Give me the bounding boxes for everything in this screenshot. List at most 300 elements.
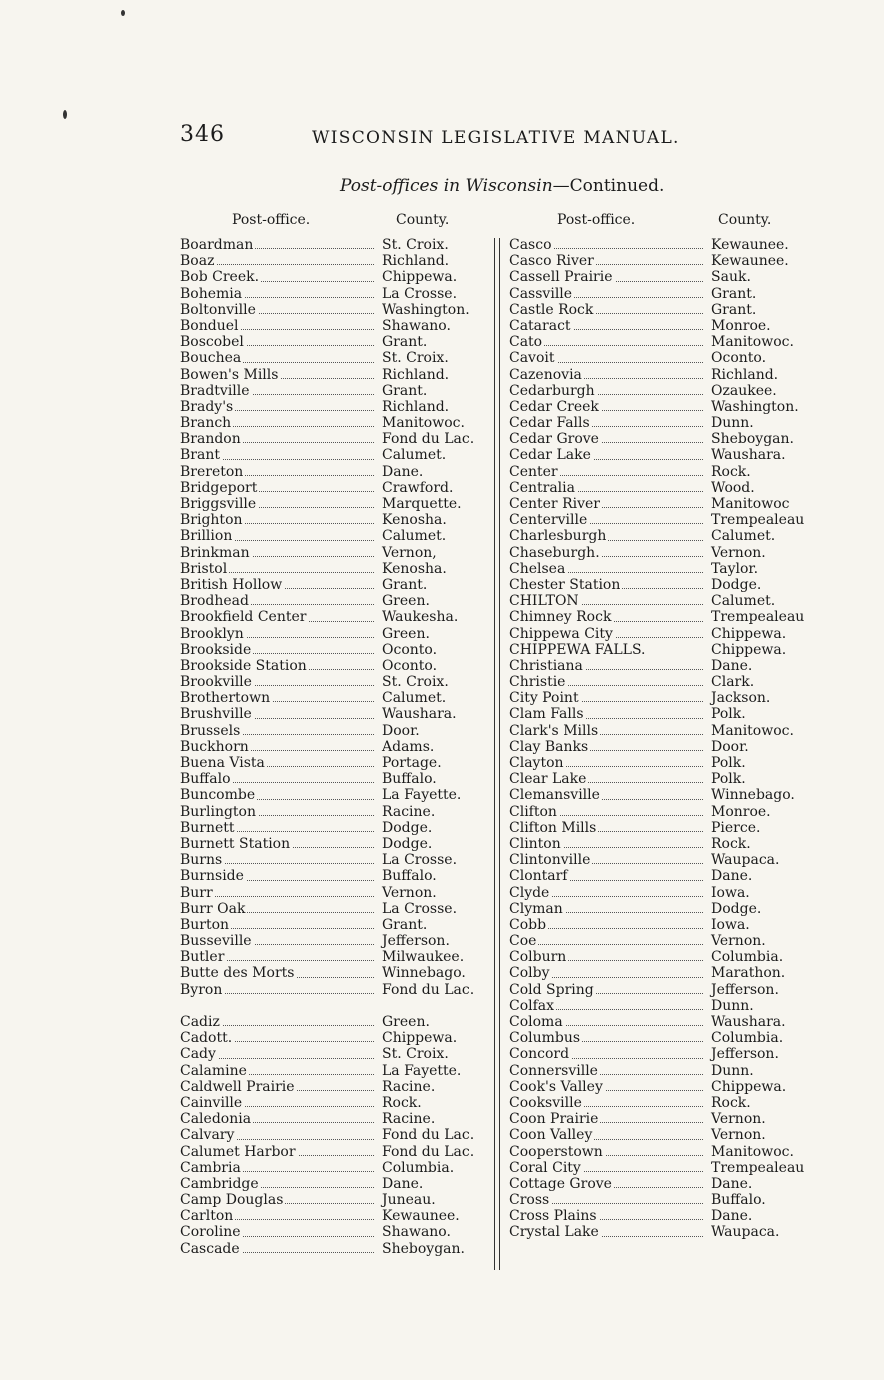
county-name: Trempealeau (711, 512, 805, 529)
post-office-name: CHILTON (509, 593, 579, 610)
list-item (180, 901, 500, 917)
post-office-cell (180, 739, 380, 755)
post-office-name: Centralia (509, 479, 575, 496)
post-office-name: Chimney Rock (509, 609, 612, 626)
county-name: La Crosse. (382, 852, 458, 869)
county-name: Vernon, (382, 544, 437, 561)
left-post-office-header: Post-office. (232, 212, 311, 228)
list-item (509, 1046, 829, 1062)
post-office-cell (509, 269, 709, 285)
post-office-cell (509, 917, 709, 933)
county-name: Waushara. (711, 447, 786, 464)
list-item (180, 1030, 500, 1046)
post-office-cell (180, 253, 380, 269)
county-name: Vernon. (711, 544, 766, 561)
county-name: Trempealeau (711, 609, 805, 626)
county-name: Kewaunee. (711, 237, 789, 253)
post-office-name: Clay Banks (509, 738, 589, 755)
post-office-name: Cedar Falls (509, 415, 590, 432)
county-name: Monroe. (711, 803, 771, 820)
list-item (509, 415, 829, 431)
county-name: Grant. (711, 301, 757, 318)
right-post-office-header: Post-office. (557, 212, 636, 228)
county-name: Pierce. (711, 819, 761, 836)
post-office-cell (509, 1176, 709, 1192)
county-name: Racine. (382, 1111, 436, 1128)
county-name: Crawford. (382, 479, 454, 496)
list-item (509, 917, 829, 933)
post-office-name: Cedar Lake (509, 447, 591, 464)
county-name: Polk. (711, 706, 746, 723)
list-item (509, 1095, 829, 1111)
post-office-cell (509, 998, 709, 1014)
post-office-cell (180, 1176, 380, 1192)
county-name: Fond du Lac. (382, 1127, 475, 1144)
post-office-cell (509, 771, 709, 787)
list-item (180, 1046, 500, 1062)
list-item (509, 383, 829, 399)
post-office-cell (180, 836, 380, 852)
county-name: Richland. (382, 253, 450, 270)
list-item (509, 771, 829, 787)
post-office-name: Brookfield Center (180, 609, 307, 626)
post-office-cell (509, 528, 709, 544)
post-office-name: Boaz (180, 253, 215, 270)
list-item (509, 399, 829, 415)
county-name: Fond du Lac. (382, 981, 475, 998)
county-name: Vernon. (711, 1127, 766, 1144)
post-office-name: Bristol (180, 560, 228, 577)
post-office-name: Brussels (180, 722, 241, 739)
post-office-cell (509, 949, 709, 965)
county-name: Waushara. (382, 706, 457, 723)
post-office-name: Burr (180, 884, 213, 901)
list-item (180, 512, 500, 528)
county-name: St. Croix. (382, 350, 449, 367)
post-office-cell (180, 917, 380, 933)
list-item (180, 447, 500, 463)
list-item (509, 949, 829, 965)
county-name: Manitowoc (711, 496, 790, 512)
list-item (509, 609, 829, 625)
post-office-name: Bouchea (180, 350, 242, 367)
list-item (180, 658, 500, 674)
post-office-name: Cavoit (509, 350, 555, 367)
post-office-name: Caldwell Prairie (180, 1078, 295, 1095)
post-office-cell (509, 318, 709, 334)
post-office-name: Bradtville (180, 382, 250, 399)
post-office-cell (180, 367, 380, 383)
county-name: Waupaca. (711, 852, 780, 869)
county-name: Sheboygan. (711, 431, 794, 448)
post-office-cell (180, 706, 380, 722)
post-office-name: Clyman (509, 900, 563, 917)
list-item (180, 982, 500, 998)
ink-speck (63, 110, 67, 119)
list-item (509, 334, 829, 350)
list-item (509, 577, 829, 593)
list-item (180, 723, 500, 739)
post-office-name: Colby (509, 965, 550, 982)
county-name: Chippewa. (711, 625, 787, 642)
county-name: Juneau. (382, 1192, 436, 1209)
post-office-cell (509, 383, 709, 399)
post-office-cell (509, 933, 709, 949)
county-name: Waukesha. (382, 609, 459, 626)
post-office-name: Caledonia (180, 1111, 252, 1128)
post-office-name: Cascade (180, 1240, 240, 1257)
list-item (509, 901, 829, 917)
list-item (180, 674, 500, 690)
list-item (509, 626, 829, 642)
county-name: Rock. (382, 1094, 422, 1111)
list-item (509, 1063, 829, 1079)
county-name: Oconto. (382, 641, 438, 658)
list-item (509, 739, 829, 755)
post-office-cell (509, 1046, 709, 1062)
list-item (509, 1192, 829, 1208)
post-office-cell (180, 949, 380, 965)
post-office-name: Cadiz (180, 1014, 220, 1030)
post-office-name: Cooksville (509, 1094, 582, 1111)
post-office-cell (509, 755, 709, 771)
post-office-name: Brighton (180, 512, 243, 529)
post-office-cell (180, 609, 380, 625)
post-office-name: Butte des Morts (180, 965, 295, 982)
list-item (180, 334, 500, 350)
post-office-cell (180, 901, 380, 917)
post-office-name: Charlesburgh (509, 528, 607, 545)
list-item (180, 868, 500, 884)
county-name: Sauk. (711, 269, 751, 286)
county-name: Rock. (711, 835, 751, 852)
county-name: Iowa. (711, 884, 750, 901)
county-name: Milwaukee. (382, 949, 465, 966)
post-office-name: Cross (509, 1192, 550, 1209)
post-office-cell (180, 852, 380, 868)
list-item (509, 706, 829, 722)
post-office-name: Brookside (180, 641, 252, 658)
county-name: Richland. (711, 366, 779, 383)
list-item (180, 415, 500, 431)
post-office-name: Butler (180, 949, 225, 966)
list-item (180, 917, 500, 933)
post-office-cell (180, 1063, 380, 1079)
list-item (509, 545, 829, 561)
list-item (180, 1144, 500, 1160)
post-office-name: Centerville (509, 512, 588, 529)
list-item (180, 852, 500, 868)
post-office-cell (180, 1224, 380, 1240)
county-name: Grant. (382, 916, 428, 933)
subtitle-rest: —Continued. (552, 176, 665, 196)
list-item (180, 706, 500, 722)
county-name: Door. (711, 738, 749, 755)
list-item (180, 318, 500, 334)
right-post-office-list (509, 237, 829, 1241)
post-office-name: Byron (180, 981, 223, 998)
list-item (180, 399, 500, 415)
list-item (509, 1030, 829, 1046)
list-item (509, 852, 829, 868)
page-subtitle (340, 176, 664, 196)
post-office-name: Cadott. (180, 1030, 233, 1047)
county-name: La Crosse. (382, 285, 458, 302)
post-office-name: Boltonville (180, 301, 256, 318)
post-office-cell (509, 593, 709, 609)
post-office-name: Brothertown (180, 690, 271, 707)
post-office-cell (180, 755, 380, 771)
post-office-cell (509, 626, 709, 642)
post-office-cell (509, 253, 709, 269)
post-office-cell (509, 658, 709, 674)
list-item (180, 787, 500, 803)
list-item (509, 561, 829, 577)
post-office-cell (509, 852, 709, 868)
post-office-name: Clinton (509, 835, 561, 852)
list-item (509, 1224, 829, 1240)
list-item (509, 885, 829, 901)
county-name: Jackson. (711, 690, 771, 707)
list-item (509, 674, 829, 690)
post-office-cell (180, 1111, 380, 1127)
list-item (180, 577, 500, 593)
post-office-cell (509, 1030, 709, 1046)
county-name: Waupaca. (711, 1224, 780, 1241)
right-county-header: County. (718, 212, 772, 228)
county-name: Calumet. (711, 593, 776, 610)
county-name: Dunn. (711, 997, 754, 1014)
post-office-name: Branch (180, 415, 232, 432)
list-item (509, 269, 829, 285)
post-office-name: Concord (509, 1046, 570, 1063)
post-office-cell (509, 739, 709, 755)
post-office-cell (180, 1079, 380, 1095)
post-office-name: Chaseburgh. (509, 544, 600, 561)
post-office-cell (180, 1127, 380, 1143)
county-name: Manitowoc. (711, 1143, 794, 1160)
county-name: Oconto. (711, 350, 767, 367)
post-office-cell (180, 885, 380, 901)
post-office-name: Cedarburgh (509, 382, 595, 399)
page-number: 346 (180, 122, 225, 147)
list-item (509, 350, 829, 366)
list-item (180, 1224, 500, 1240)
post-office-cell (509, 367, 709, 383)
list-item (180, 949, 500, 965)
post-office-cell (180, 965, 380, 981)
post-office-cell (180, 1095, 380, 1111)
county-name: Dodge. (382, 819, 433, 836)
list-item (180, 1192, 500, 1208)
list-item (180, 609, 500, 625)
county-name: Dodge. (711, 576, 762, 593)
county-name: Grant. (382, 382, 428, 399)
county-name: Dane. (382, 1175, 424, 1192)
post-office-cell (180, 658, 380, 674)
county-name: Dane. (711, 868, 753, 885)
post-office-cell (509, 496, 709, 512)
list-item (180, 1241, 500, 1257)
county-name: Wood. (711, 479, 755, 496)
post-office-cell (509, 690, 709, 706)
post-office-name: Colburn (509, 949, 567, 966)
post-office-name: Chippewa City (509, 625, 613, 642)
post-office-name: Burlington (180, 803, 257, 820)
post-office-name: Burnside (180, 868, 244, 885)
post-office-cell (180, 771, 380, 787)
county-name: Waushara. (711, 1014, 786, 1030)
list-item (509, 868, 829, 884)
list-item (509, 820, 829, 836)
list-item (180, 545, 500, 561)
list-item (509, 496, 829, 512)
post-office-cell (509, 868, 709, 884)
county-name: Chippewa. (711, 641, 787, 658)
post-office-name: Clayton (509, 755, 564, 771)
county-name: Winnebago. (711, 787, 795, 804)
list-item (509, 431, 829, 447)
post-office-cell (180, 1014, 380, 1030)
post-office-cell (180, 1241, 380, 1257)
post-office-name: Castle Rock (509, 301, 594, 318)
post-office-name: Casco (509, 237, 552, 253)
post-office-cell (509, 836, 709, 852)
post-office-name: Connersville (509, 1062, 598, 1079)
post-office-name: Carlton (180, 1208, 234, 1225)
list-item (180, 1127, 500, 1143)
list-item (180, 561, 500, 577)
post-office-name: Buckhorn (180, 738, 249, 755)
county-name: Columbia. (711, 1030, 784, 1047)
county-name: Dane. (711, 1208, 753, 1225)
post-office-name: Clam Falls (509, 706, 584, 723)
post-office-cell (509, 1160, 709, 1176)
post-office-name: Chelsea (509, 560, 566, 577)
post-office-name: Cassell Prairie (509, 269, 613, 286)
list-item (509, 302, 829, 318)
post-office-name: Burton (180, 916, 230, 933)
post-office-name: Busseville (180, 933, 252, 950)
list-item (180, 286, 500, 302)
post-office-name: Bowen's Mills (180, 366, 279, 383)
post-office-cell (180, 334, 380, 350)
county-name: Monroe. (711, 317, 771, 334)
post-office-name: Calvary (180, 1127, 235, 1144)
post-office-name: Bohemia (180, 285, 243, 302)
county-name: La Fayette. (382, 787, 462, 804)
list-item (180, 804, 500, 820)
county-name: Chippewa. (711, 1078, 787, 1095)
county-name: Kenosha. (382, 512, 447, 529)
subtitle-italic: Post-offices in Wisconsin (340, 176, 553, 196)
county-name: Door. (382, 722, 420, 739)
post-office-name: Cataract (509, 317, 571, 334)
county-name: Richland. (382, 366, 450, 383)
county-name: Rock. (711, 463, 751, 480)
post-office-cell (180, 982, 380, 998)
post-office-cell (180, 302, 380, 318)
post-office-cell (509, 820, 709, 836)
county-name: Dane. (382, 463, 424, 480)
post-office-name: Coon Prairie (509, 1111, 599, 1128)
post-office-cell (180, 593, 380, 609)
post-office-cell (180, 626, 380, 642)
post-office-cell (180, 933, 380, 949)
county-name: Manitowoc. (711, 722, 794, 739)
county-name: Shawano. (382, 317, 451, 334)
list-item (180, 739, 500, 755)
post-office-name: Bonduel (180, 317, 239, 334)
list-item (180, 431, 500, 447)
post-office-name: Brandon (180, 431, 241, 448)
post-office-name: Crystal Lake (509, 1224, 599, 1241)
county-name: Polk. (711, 755, 746, 771)
post-office-name: Columbus (509, 1030, 581, 1047)
county-name: Marquette. (382, 496, 462, 512)
post-office-name: Cedar Grove (509, 431, 599, 448)
list-item (180, 480, 500, 496)
post-office-name: Calumet Harbor (180, 1143, 296, 1160)
post-office-cell (509, 350, 709, 366)
list-item (509, 933, 829, 949)
post-office-name: Brushville (180, 706, 252, 723)
post-office-name: Brereton (180, 463, 244, 480)
county-name: Chippewa. (382, 1030, 458, 1047)
post-office-name: Clear Lake (509, 771, 587, 788)
list-item (509, 318, 829, 334)
county-name: Kenosha. (382, 560, 447, 577)
left-post-office-list (180, 237, 500, 1257)
county-name: Vernon. (711, 1111, 766, 1128)
list-item (509, 1079, 829, 1095)
post-office-cell (509, 901, 709, 917)
post-office-name: Brant (180, 447, 220, 464)
list-item (509, 253, 829, 269)
list-item (180, 1208, 500, 1224)
county-name: Kewaunee. (382, 1208, 460, 1225)
county-name: Manitowoc. (382, 415, 465, 432)
post-office-cell (180, 1208, 380, 1224)
post-office-cell (509, 577, 709, 593)
post-office-cell (180, 269, 380, 285)
county-name: Jefferson. (711, 981, 779, 998)
post-office-name: Cassville (509, 285, 573, 302)
post-office-name: Buena Vista (180, 755, 265, 771)
list-item (180, 1014, 500, 1030)
county-name: Grant. (711, 285, 757, 302)
post-office-name: Cook's Valley (509, 1078, 603, 1095)
post-office-cell (180, 464, 380, 480)
county-name: Sheboygan. (382, 1240, 465, 1257)
list-item (509, 237, 829, 253)
post-office-cell (509, 1192, 709, 1208)
post-office-name: Clemansville (509, 787, 600, 804)
county-name: Calumet. (382, 447, 447, 464)
county-name: Grant. (382, 576, 428, 593)
post-office-cell (180, 577, 380, 593)
post-office-name: Boardman (180, 237, 254, 253)
post-office-cell (509, 1127, 709, 1143)
post-office-name: Burnett (180, 819, 235, 836)
list-item (509, 1160, 829, 1176)
post-office-cell (509, 1208, 709, 1224)
post-office-name: Clontarf (509, 868, 568, 885)
post-office-cell (180, 447, 380, 463)
county-name: Vernon. (382, 884, 437, 901)
post-office-name: Colfax (509, 997, 555, 1014)
county-name: Calumet. (382, 690, 447, 707)
